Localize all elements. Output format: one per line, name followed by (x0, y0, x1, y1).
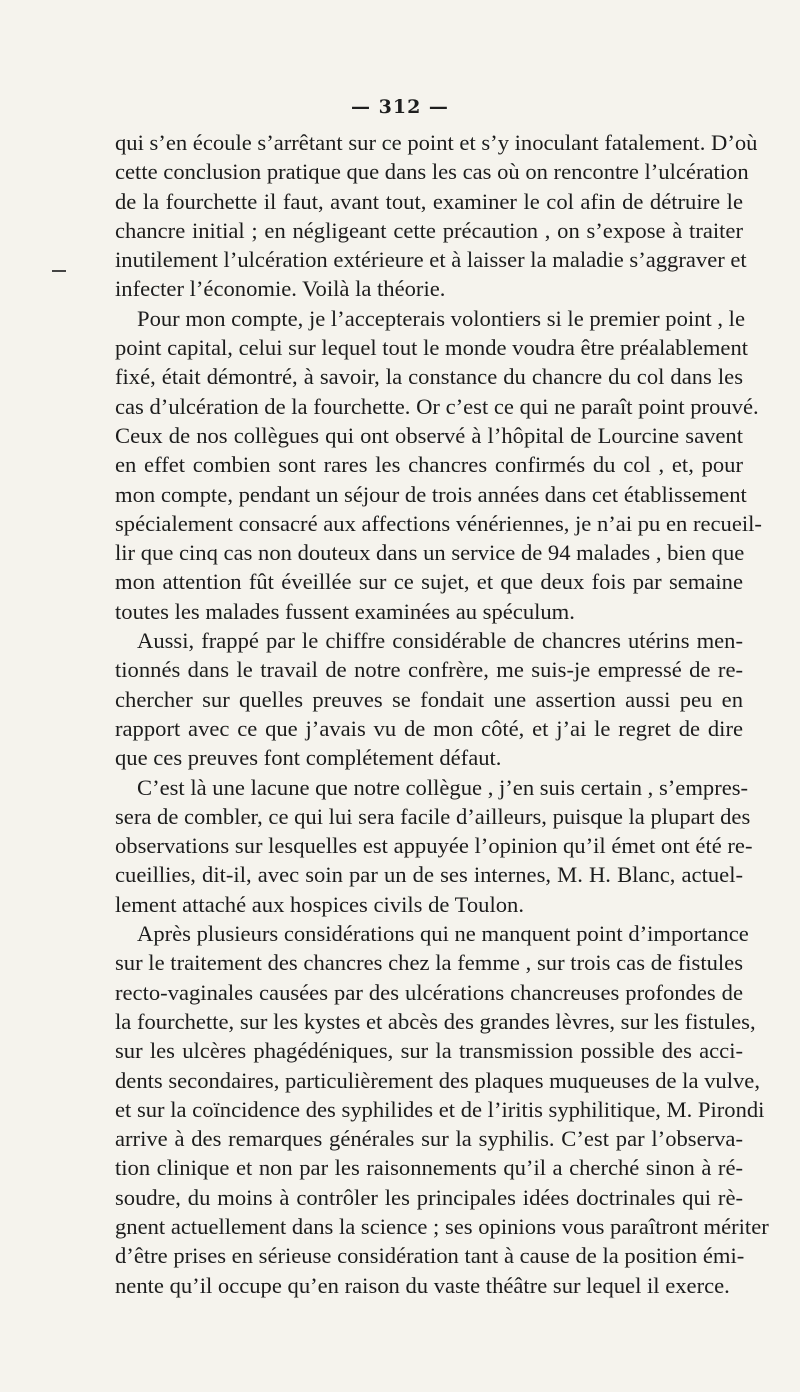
text-line: sera de combler, ce qui lui sera facile d’ailleurs, puisque la plupart des (115, 803, 751, 829)
text-line: tion clinique et non par les raisonnements qu’il a cherché sinon à ré- (115, 1155, 743, 1181)
text-line: de la fourchette il faut, avant tout, examiner le col afin de détruire le (115, 188, 743, 214)
text-line: d’être prises en sérieuse considération tant à cause de la position émi- (115, 1243, 745, 1269)
text-line: cas d’ulcération de la fourchette. Or c’est ce qui ne paraît point prouvé. (115, 393, 759, 419)
text-line: nente qu’il occupe qu’en raison du vaste théâtre sur lequel il exerce. (115, 1272, 730, 1298)
text-line: sur les ulcères phagédéniques, sur la transmission possible des acci- (115, 1038, 743, 1064)
text-line: infecter l’économie. Voilà la théorie. (115, 276, 446, 302)
text-line: mon compte, pendant un séjour de trois années dans cet établissement (115, 481, 747, 507)
body-text (115, 128, 769, 1300)
text-line: cette conclusion pratique que dans les cas où on rencontre l’ulcération (115, 159, 749, 185)
text-line: que ces preuves font complétement défaut. (115, 745, 502, 771)
text-line: toutes les malades fussent examinées au spéculum. (115, 598, 575, 624)
text-line: rapport avec ce que j’avais vu de mon côté, et j’ai le regret de dire (115, 715, 743, 741)
text-line: Aussi, frappé par le chiffre considérable de chancres utérins men- (137, 628, 743, 654)
text-line: lir que cinq cas non douteux dans un service de 94 malades , bien que (115, 540, 745, 566)
text-line: observations sur lesquelles est appuyée l’opinion qu’il émet ont été re- (115, 833, 753, 859)
text-line: tionnés dans le travail de notre confrère, me suis-je empressé de re- (115, 657, 743, 683)
text-line: la fourchette, sur les kystes et abcès des grandes lèvres, sur les fistules, (115, 1008, 756, 1034)
text-line: dents secondaires, particulièrement des plaques muqueuses de la vulve, (115, 1067, 760, 1093)
text-line: spécialement consacré aux affections vénériennes, je n’ai pu en recueil- (115, 510, 762, 536)
text-line: Pour mon compte, je l’accepterais volontiers si le premier point , le (137, 305, 745, 331)
text-line: cueillies, dit-il, avec soin par un de ses internes, M. H. Blanc, actuel- (115, 862, 743, 888)
text-line: lement attaché aux hospices civils de Toulon. (115, 891, 524, 917)
page-number: — 312 — (351, 96, 449, 118)
text-line: point capital, celui sur lequel tout le monde voudra être préalablement (115, 335, 749, 361)
text-line: chancre initial ; en négligeant cette précaution , on s’expose à traiter (115, 217, 743, 243)
text-line: inutilement l’ulcération extérieure et à laisser la maladie s’aggraver et (115, 247, 747, 273)
margin-mark (52, 270, 66, 272)
text-line: fixé, était démontré, à savoir, la constance du chancre du col dans les (115, 364, 743, 390)
text-line: recto-vaginales causées par des ulcérations chancreuses profondes de (115, 979, 743, 1005)
text-line: qui s’en écoule s’arrêtant sur ce point et s’y inoculant fatalement. D’où (115, 130, 758, 155)
text-line: chercher sur quelles preuves se fondait une assertion aussi peu en (115, 686, 743, 712)
text-line: mon attention fût éveillée sur ce sujet, et que deux fois par semaine (115, 569, 743, 595)
text-line: et sur la coïncidence des syphilides et de l’iritis syphilitique, M. Pirondi (115, 1096, 765, 1122)
text-line: Ceux de nos collègues qui ont observé à l’hôpital de Lourcine savent (115, 422, 743, 448)
text-line: gnent actuellement dans la science ; ses opinions vous paraîtront mériter (115, 1213, 769, 1239)
text-line: C’est là une lacune que notre collègue , j’en suis certain , s’empres- (137, 774, 749, 800)
text-line: soudre, du moins à contrôler les principales idées doctrinales qui rè- (115, 1184, 743, 1210)
text-line: Après plusieurs considérations qui ne manquent point d’importance (137, 921, 749, 947)
text-line: en effet combien sont rares les chancres confirmés du col , et, pour (115, 452, 743, 478)
text-line: arrive à des remarques générales sur la syphilis. C’est par l’observa- (115, 1126, 743, 1152)
text-line: sur le traitement des chancres chez la femme , sur trois cas de fistules (115, 950, 743, 976)
